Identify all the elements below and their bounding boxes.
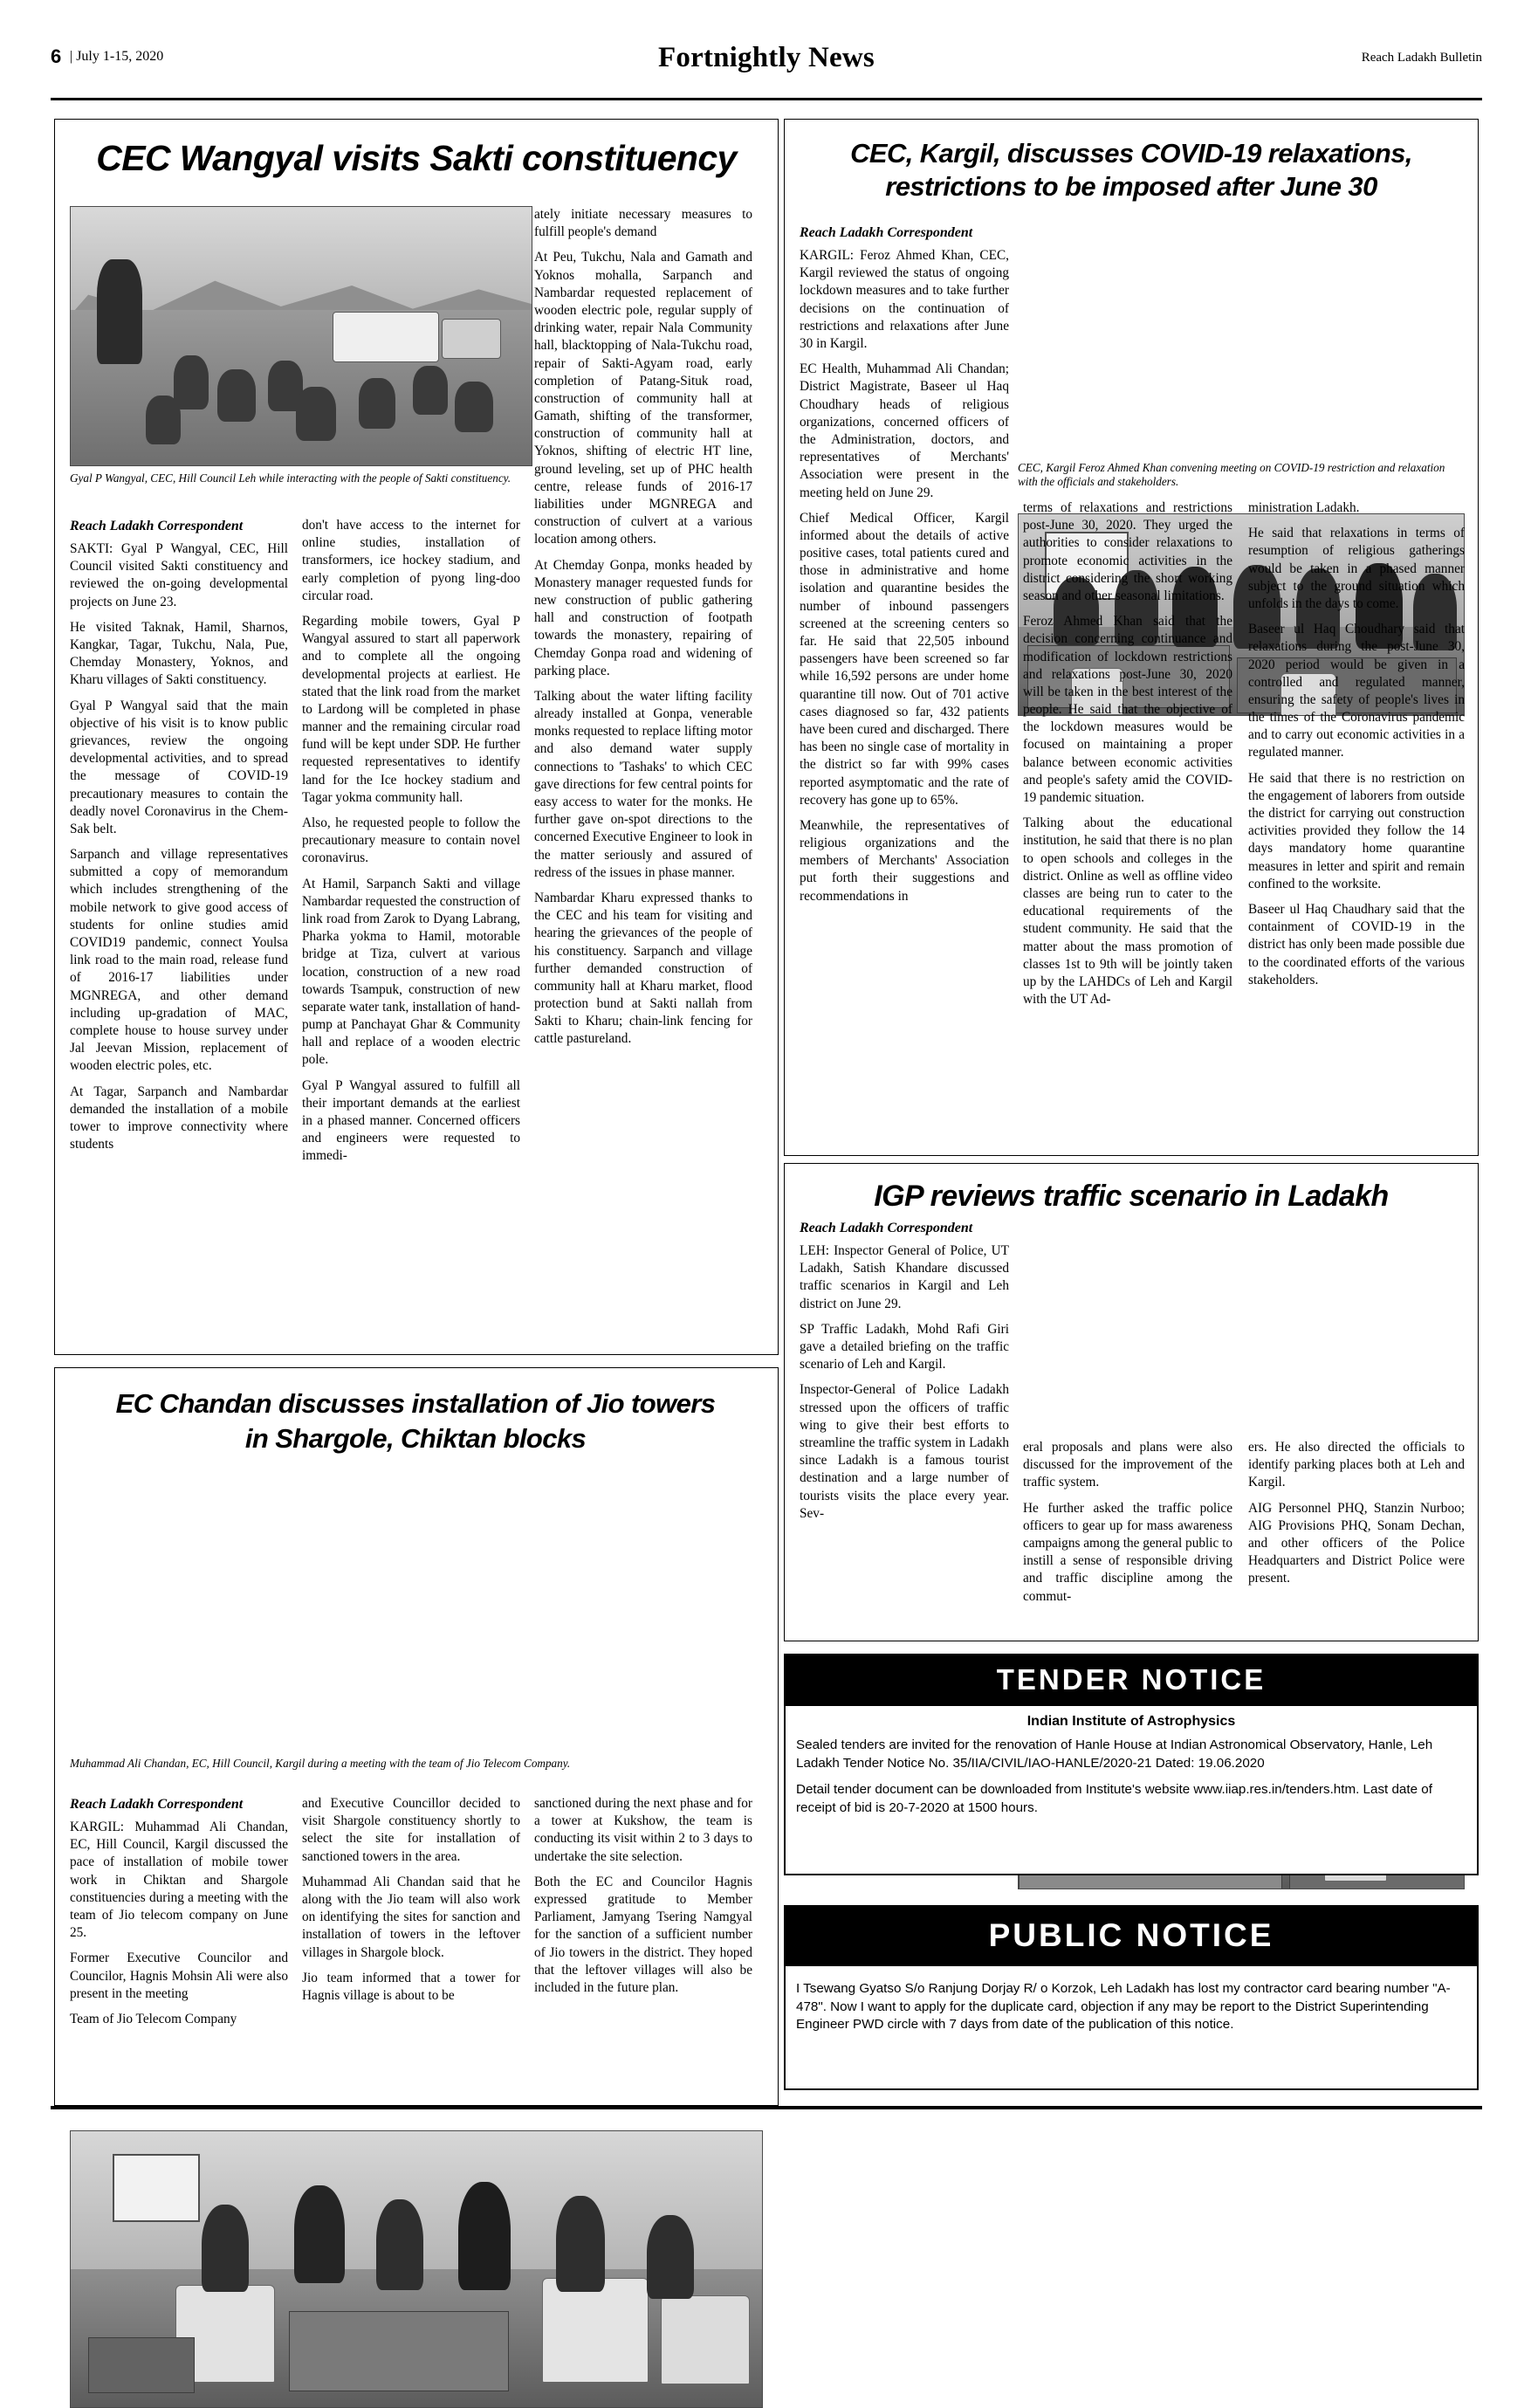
article-4-column-3 (1248, 1439, 1465, 1624)
article-3-para: sanctioned during the next phase and for a tower at Kukshow, the team is conducting its visit within 2 to 3 days to undertake the site selection. (534, 1796, 752, 1864)
article-3-para: Muhammad Ali Chandan said that he along with the Jio team will also work on identifying the sites for sanction and installation of towers in the leftover villages in Shargole block. (302, 1874, 520, 1960)
article-3-para: and Executive Councillor decided to visit Shargole constituency shortly to select the site for installation of sanctioned towers in the area. (302, 1796, 520, 1864)
article-4-para: eral proposals and plans were also discussed for the improvement of the traffic system. (1023, 1440, 1232, 1490)
article-3-headline-line1: EC Chandan discusses installation of Jio towers (115, 1388, 716, 1419)
masthead-rule (51, 98, 1482, 100)
article-1-para: Also, he requested people to follow the precautionary measure to contain novel coronavirus. (302, 815, 520, 866)
tender-notice-box (784, 1654, 1479, 1875)
bulletin-name: Reach Ladakh Bulletin (1361, 51, 1482, 65)
article-2-para: Baseer ul Haq Chaudhary said that the containment of COVID-19 in the district has only been made possible due to the coordinated efforts of the various stakeholders. (1248, 901, 1465, 987)
article-3-para: Team of Jio Telecom Company (70, 2011, 237, 2026)
article-3-headline-line2: in Shargole, Chiktan blocks (244, 1423, 587, 1454)
section-title: Fortnightly News (658, 42, 875, 73)
article-1-headline: CEC Wangyal visits Sakti constituency (96, 138, 737, 178)
article-3-para: Jio team informed that a tower for Hagnis village is about to be (302, 1970, 520, 2003)
article-2-column-2 (1023, 499, 1232, 1146)
article-1-para: At Hamil, Sarpanch Sakti and village Nambardar requested the construction of link road from Zarok to Dyang Labrang, Pharka yokma to Hamil, motorable bridge at Tiza, culvert at various location, construction of a new road towards Tsampuk, construction of new separate water tank, installation of hand-pump at Panchayat Ghar & Community hall and replace of a wooden electric pole. (302, 876, 520, 1068)
article-4-headline: IGP reviews traffic scenario in Ladakh (874, 1180, 1389, 1213)
article-4-para: LEH: Inspector General of Police, UT Ladakh, Satish Khandare discussed traffic scenarios in Kargil and Leh district on June 29. (800, 1243, 1009, 1311)
article-3-photo-caption: Muhammad Ali Chandan, EC, Hill Council, Kargil during a meeting with the team of Jio Telecom Company. (70, 1757, 571, 1770)
tender-notice-para: Detail tender document can be downloaded from Institute's website www.iiap.res.in/tenders.htm. Last date of receipt of bid is 20-7-2020 at 1500 hours. (796, 1782, 1432, 1816)
article-2-byline: Reach Ladakh Correspondent (800, 225, 973, 240)
article-4-para: He further asked the traffic police officers to gear up for mass awareness campaigns among the general public to instill a sense of responsible driving and traffic discipline among the commut- (1023, 1500, 1232, 1604)
public-notice-box (784, 1905, 1479, 2090)
article-1-column-1 (70, 517, 288, 1338)
article-2-para: Meanwhile, the representatives of religious organizations and the members of Merchants' Association put forth their suggestions and recommendations in (800, 817, 1009, 904)
tender-notice-banner: TENDER NOTICE (786, 1655, 1477, 1706)
article-1-byline: Reach Ladakh Correspondent (70, 519, 244, 533)
page-masthead (51, 42, 1482, 84)
article-2-headline-line1: CEC, Kargil, discusses COVID-19 relaxations, (850, 138, 1412, 169)
article-3-photo (70, 2130, 763, 2408)
article-1-para: At Peu, Tukchu, Nala and Gamath and Yoknos mohalla, Sarpanch and Nambardar requested replacement of wooden electric pole, regular supply of drinking water, repair Nala Community hall, blacktopping of Nala-Tukchu road, repair of Sakti-Agyam road, early completion of Patang-Situk road, construction of community hall at Gamath, shifting of the transformer, construction of community hall at Yoknos, shifting of electric HT line, ground leveling, set up of PHC health centre, release funds of 2016-17 liabilities under MGNREGA and construction of culvert at a various location among others. (534, 250, 752, 547)
article-2-para: He said that there is no restriction on the engagement of laborers from outside the district for carrying out construction activities provided they follow the 14 days mandatory home quarantine measures in letter and spirit and remain confined to the worksite. (1248, 770, 1465, 891)
article-1-para: Talking about the water lifting facility already installed at Gonpa, venerable monks requested to replace lifting motor and also demand water supply connections to 'Tashaks' to which CEC gave directions for few central points for easy access to water for the monks. He further gave on-spot directions to the concerned Executive Engineer to look in the matter seriously and assured of redress of the issues in phase manner. (534, 688, 752, 880)
tender-notice-subtitle: Indian Institute of Astrophysics (1026, 1714, 1236, 1729)
issue-date: | July 1-15, 2020 (70, 49, 164, 64)
article-3-para: Both the EC and Councilor Hagnis expressed gratitude to Member Parliament, Jamyang Tsering Namgyal for the sanction of a sufficient number of Jio towers in the district. They hoped that the leftover villages will also be included in the future plan. (534, 1874, 752, 1995)
article-3-para: Former Executive Councilor and Councilor, Hagnis Mohsin Ali were also present in the meeting (70, 1950, 288, 2001)
article-2-para: KARGIL: Feroz Ahmed Khan, CEC, Kargil reviewed the status of ongoing lockdown measures and to take further decisions on the continuation of restrictions and relaxations after June 30 in Kargil. (800, 248, 1009, 352)
article-1-para: Gyal P Wangyal said that the main objective of his visit is to know public grievances, review the ongoing developmental activities, and to spread the message of COVID-19 precautionary measures to contain the deadly novel Coronavirus in the Chem-Sak belt. (70, 698, 288, 836)
article-4-column-1 (800, 1219, 1009, 1626)
article-4-byline: Reach Ladakh Correspondent (800, 1221, 973, 1235)
article-2-para: ministration Ladakh. (1248, 500, 1360, 515)
article-1-column-3 (534, 206, 752, 1338)
article-4-para: Inspector-General of Police Ladakh stressed upon the officers of traffic wing to give their best efforts to streamline the traffic system in Ladakh since Ladakh is a famous tourist destination and a large number of tourists visits the place every year. Sev- (800, 1382, 1009, 1521)
article-3-byline: Reach Ladakh Correspondent (70, 1797, 244, 1812)
article-1-para: He visited Taknak, Hamil, Sharnos, Kangkar, Tagar, Tukchu, Nala, Pue, Chemday Monastery, Yoknos, and Kharu villages of Sakti constituency. (70, 619, 288, 688)
article-1-para: don't have access to the internet for online studies, installation of transformers, ice hockey stadium, and early completion of pyong ling-doo circular road. (302, 518, 520, 603)
tender-notice-text (786, 1737, 1477, 1818)
article-2-headline-line2: restrictions to be imposed after June 30 (885, 171, 1377, 202)
page-number: 6 (51, 45, 62, 67)
article-1-column-2 (302, 517, 520, 1338)
article-3-column-2 (302, 1795, 520, 2092)
article-3-para: KARGIL: Muhammad Ali Chandan, EC, Hill Council, Kargil discussed the pace of installation of mobile tower work in Chiktan and Shargole constituencies during a meeting with the team of Jio telecom company on June 25. (70, 1820, 288, 1941)
public-notice-para: I Tsewang Gyatso S/o Ranjung Dorjay R/ o Korzok, Leh Ladakh has lost my contractor card bearing number "A-478". Now I want to apply for the duplicate card, objection if any may be report to the District Superintending Engineer PWD circle with 7 days from date of the publication of this notice. (796, 1981, 1451, 2033)
article-2-photo-caption: CEC, Kargil Feroz Ahmed Khan convening meeting on COVID-19 restriction and relaxation with the officials and stakeholders. (1018, 461, 1445, 489)
article-3-column-3 (534, 1795, 752, 2092)
article-1-photo (70, 206, 532, 466)
article-1-para: Gyal P Wangyal assured to fulfill all their important demands at the earliest in a phased manner. Concerned officers and engineers were requested to immedi- (302, 1077, 520, 1164)
article-2-column-3 (1248, 499, 1465, 1146)
footer-rule (51, 2106, 1482, 2109)
article-2-para: Feroz Ahmed Khan said that the decision concerning continuance and modification of lockdown restrictions and relaxations post-June 30, 2020 will be taken in the best interest of the people. He said that the objective of the lockdown measures would be focused on maintaining a proper balance between economic activities and people's safety amid the COVID-19 pandemic situation. (1023, 614, 1232, 805)
article-2-para: EC Health, Muhammad Ali Chandan; District Magistrate, Baseer ul Haq Choudhary heads of religious organizations, concerned officers of the Administration, doctors, and representatives of Merchants' Association were present in the meeting held on June 29. (800, 361, 1009, 500)
article-1-para: SAKTI: Gyal P Wangyal, CEC, Hill Council visited Sakti constituency and reviewed the on-going developmental projects on June 23. (70, 541, 288, 609)
article-2-para: Baseer ul Haq Choudhary said that relaxations during the post-June 30, 2020 period would be given in a controlled and regulated manner, ensuring the safety of people's lives in the times of the Coronavirus pandemic and to carry out economic activities in a regulated manner. (1248, 622, 1465, 760)
article-2-column-1 (800, 224, 1009, 1142)
article-1-para: Regarding mobile towers, Gyal P Wangyal assured to start all paperwork and to complete all the ongoing developmental projects at earliest. He stated that the link road from the market to Lardong will be completed in phase manner and the remaining circular road fund will be kept under SDP. He further requested representatives to identify land for the Ice hockey stadium and Tagar yokma community hall. (302, 613, 520, 805)
article-2-para: Chief Medical Officer, Kargil informed about the details of active positive cases, total patients cured and those in administrative and home isolation and quarantine besides the number of inbound passengers screened at the screening centers so far. He said that 22,505 inbound passengers have been screened so far while 16,592 persons are under home quarantine till now. Out of 701 active cases diagnosed so far, 432 patients have been cured and discharged. There has been no single case of mortality in the district so far with 99% cases reported asymptomatic and the rate of recovery has gone up to 65%. (800, 510, 1009, 808)
article-4-para: SP Traffic Ladakh, Mohd Rafi Giri gave a detailed briefing on the traffic scenario of Leh and Kargil. (800, 1321, 1009, 1373)
article-3-column-1 (70, 1795, 288, 2092)
article-1-para: ately initiate necessary measures to fulfill people's demand (534, 207, 752, 240)
article-1-para: At Chemday Gonpa, monks headed by Monastery manager requested funds for new construction of public gathering hall and construction of footpath towards the monastery, repairing of Chemday Gonpa road and widening of parking place. (534, 557, 752, 678)
article-1-para: At Tagar, Sarpanch and Nambardar demanded the installation of a mobile tower to improve connectivity where students (70, 1084, 288, 1152)
tender-notice-para: Sealed tenders are invited for the renovation of Hanle House at Indian Astronomical Observatory, Hanle, Leh Ladakh Tender Notice No. 35/IIA/CIVIL/IAO-HANLE/2020-21 Dated: 19.06.2020 (796, 1737, 1433, 1771)
article-1-para: Sarpanch and village representatives submitted a copy of memorandum which includes strengthening of the mobile network to give good access of students for online studies amid COVID19 pandemic, connect Youlsa link road to the main road, release fund of 2016-17 liabilities under MGNREGA, and other demand including up-gradation of MAC, complete house to house survey under Jal Jeevan Mission, replacement of wooden electric poles, etc. (70, 847, 288, 1074)
article-2-para: Talking about the educational institution, he said that there is no plan to open schools and colleges in the district. Online as well as offline video classes are being run to cater to the educational requirements of the student community. He said that the matter about the mass promotion of classes 1st to 9th will be jointly taken up by the LAHDCs of Leh and Kargil with the UT Ad- (1023, 815, 1232, 1008)
public-notice-text (786, 1980, 1477, 2034)
article-2-para: He said that relaxations in terms of resumption of religious gatherings would be taken in a phased manner subject to the ground situation which unfolds in the days to come. (1248, 526, 1465, 611)
article-1-photo-caption: Gyal P Wangyal, CEC, Hill Council Leh while interacting with the people of Sakti constituency. (70, 471, 511, 485)
article-4-para: ers. He also directed the officials to identify parking places both at Leh and Kargil. (1248, 1440, 1465, 1490)
article-1-para: Nambardar Kharu expressed thanks to the CEC and his team for visiting and hearing the grievances of the people of his constituency. Sarpanch and village further demanded construction of community hall at Kharu market, flood protection bund at Sakti nallah from Sakti to Kharu; chain-link fencing for cattle pastureland. (534, 890, 752, 1047)
article-4-para: AIG Personnel PHQ, Stanzin Nurboo; AIG Provisions PHQ, Sonam Dechan, and other officers of the Police Headquarters and District Police were present. (1248, 1500, 1465, 1586)
article-2-para: terms of relaxations and restrictions post-June 30, 2020. They urged the authorities to consider relaxations to promote economic activities in the district considering the short working season and other seasonal limitations. (1023, 500, 1232, 603)
public-notice-banner: PUBLIC NOTICE (786, 1907, 1477, 1966)
article-4-column-2 (1023, 1439, 1232, 1624)
